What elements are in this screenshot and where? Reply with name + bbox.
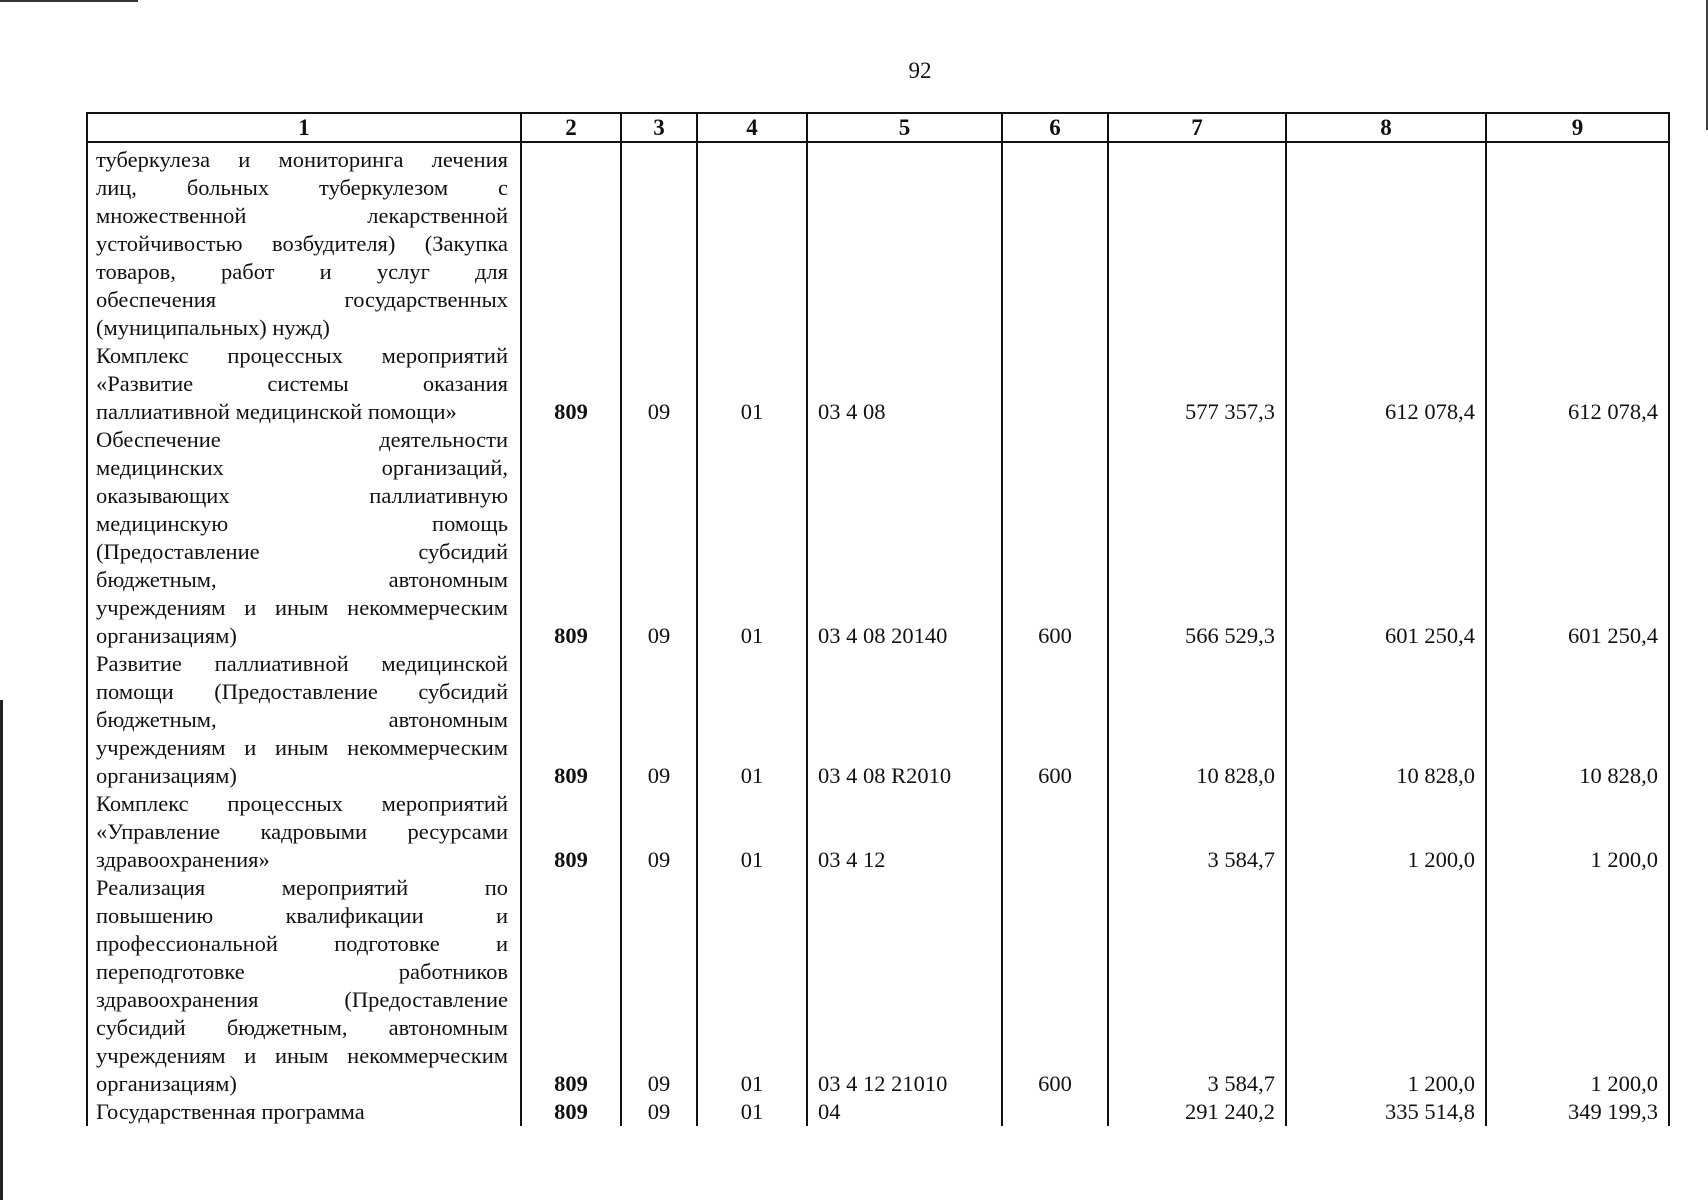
cell-target-article: 03 4 08 R2010 [807, 650, 1002, 790]
description-line: Комплекс процессных мероприятий [96, 791, 508, 816]
description-line: «Управление кадровыми ресурсами [96, 819, 508, 844]
cell-subsection: 01 [697, 1098, 807, 1126]
cell-amount-year1 [1108, 142, 1286, 342]
cell-target-article: 03 4 12 21010 [807, 874, 1002, 1098]
description-line: Государственная программа [96, 1099, 365, 1124]
table-row [87, 790, 1669, 874]
description-line: учреждениям и иным некоммерческим [96, 595, 508, 620]
cell-target-article: 03 4 12 [807, 790, 1002, 874]
header-col-2: 2 [521, 113, 621, 142]
description-line: учреждениям и иным некоммерческим [96, 735, 508, 760]
cell-admin-code: 809 [521, 1098, 621, 1126]
cell-target-article: 03 4 08 20140 [807, 426, 1002, 650]
cell-amount-year3: 1 200,0 [1486, 790, 1669, 874]
cell-subsection: 01 [697, 650, 807, 790]
cell-amount-year2: 1 200,0 [1286, 874, 1486, 1098]
description-line: устойчивостью возбудителя) (Закупка [96, 231, 508, 256]
cell-expense-type: 600 [1002, 650, 1108, 790]
header-col-7: 7 [1108, 113, 1286, 142]
budget-table [86, 112, 1670, 1126]
description-line: паллиативной медицинской помощи» [96, 399, 457, 424]
cell-section: 09 [621, 342, 697, 426]
cell-amount-year1: 10 828,0 [1108, 650, 1286, 790]
row-description [87, 790, 521, 874]
description-line: Реализация мероприятий по [96, 875, 508, 900]
table-row [87, 1098, 1669, 1126]
description-line: организациям) [96, 623, 237, 648]
left-scan-edge [0, 700, 3, 1200]
cell-subsection: 01 [697, 790, 807, 874]
cell-section: 09 [621, 790, 697, 874]
description-line: обеспечения государственных [96, 287, 508, 312]
header-col-9: 9 [1486, 113, 1669, 142]
description-line: здравоохранения» [96, 847, 270, 872]
description-line: организациям) [96, 1071, 237, 1096]
description-line: «Развитие системы оказания [96, 371, 508, 396]
cell-amount-year2: 335 514,8 [1286, 1098, 1486, 1126]
table-row [87, 426, 1669, 650]
corner-scan-line [0, 0, 138, 2]
cell-section: 09 [621, 1098, 697, 1126]
cell-amount-year2 [1286, 142, 1486, 342]
description-line: бюджетным, автономным [96, 707, 508, 732]
description-line: Обеспечение деятельности [96, 427, 508, 452]
row-description [87, 1098, 521, 1126]
cell-section [621, 142, 697, 342]
row-description [87, 142, 521, 342]
cell-amount-year3: 10 828,0 [1486, 650, 1669, 790]
cell-amount-year3: 601 250,4 [1486, 426, 1669, 650]
cell-expense-type [1002, 142, 1108, 342]
header-col-5: 5 [807, 113, 1002, 142]
cell-expense-type [1002, 342, 1108, 426]
description-line: лиц, больных туберкулезом с [96, 175, 508, 200]
cell-amount-year1: 291 240,2 [1108, 1098, 1286, 1126]
cell-amount-year3: 349 199,3 [1486, 1098, 1669, 1126]
page-number: 92 [908, 58, 932, 83]
cell-amount-year1: 3 584,7 [1108, 790, 1286, 874]
description-line: субсидий бюджетным, автономным [96, 1015, 508, 1040]
table-row [87, 142, 1669, 342]
cell-amount-year3 [1486, 142, 1669, 342]
cell-target-article: 04 [807, 1098, 1002, 1126]
header-col-8: 8 [1286, 113, 1486, 142]
cell-expense-type [1002, 1098, 1108, 1126]
description-line: товаров, работ и услуг для [96, 259, 508, 284]
cell-amount-year1: 577 357,3 [1108, 342, 1286, 426]
header-col-6: 6 [1002, 113, 1108, 142]
table-row [87, 874, 1669, 1098]
header-col-4: 4 [697, 113, 807, 142]
cell-section: 09 [621, 874, 697, 1098]
cell-subsection: 01 [697, 342, 807, 426]
cell-amount-year3: 1 200,0 [1486, 874, 1669, 1098]
cell-expense-type: 600 [1002, 426, 1108, 650]
description-line: туберкулеза и мониторинга лечения [96, 147, 508, 172]
cell-admin-code: 809 [521, 650, 621, 790]
row-description [87, 426, 521, 650]
cell-admin-code: 809 [521, 426, 621, 650]
cell-admin-code: 809 [521, 790, 621, 874]
cell-subsection: 01 [697, 874, 807, 1098]
header-col-1: 1 [87, 113, 521, 142]
description-line: Комплекс процессных мероприятий [96, 343, 508, 368]
description-line: медицинскую помощь [96, 511, 508, 536]
cell-amount-year2: 601 250,4 [1286, 426, 1486, 650]
row-description [87, 650, 521, 790]
row-description [87, 342, 521, 426]
cell-target-article [807, 142, 1002, 342]
description-line: учреждениям и иным некоммерческим [96, 1043, 508, 1068]
table-row [87, 650, 1669, 790]
cell-section: 09 [621, 650, 697, 790]
cell-amount-year2: 612 078,4 [1286, 342, 1486, 426]
description-line: здравоохранения (Предоставление [96, 987, 508, 1012]
cell-amount-year3: 612 078,4 [1486, 342, 1669, 426]
description-line: (муниципальных) нужд) [96, 315, 330, 340]
cell-subsection [697, 142, 807, 342]
description-line: организациям) [96, 763, 237, 788]
cell-subsection: 01 [697, 426, 807, 650]
cell-amount-year2: 10 828,0 [1286, 650, 1486, 790]
description-line: профессиональной подготовке и [96, 931, 508, 956]
cell-target-article: 03 4 08 [807, 342, 1002, 426]
description-line: переподготовке работников [96, 959, 508, 984]
description-line: множественной лекарственной [96, 203, 508, 228]
table-header-row [87, 113, 1669, 142]
description-line: помощи (Предоставление субсидий [96, 679, 508, 704]
row-description [87, 874, 521, 1098]
description-line: Развитие паллиативной медицинской [96, 651, 508, 676]
description-line: оказывающих паллиативную [96, 483, 508, 508]
cell-amount-year1: 3 584,7 [1108, 874, 1286, 1098]
cell-amount-year1: 566 529,3 [1108, 426, 1286, 650]
cell-admin-code [521, 142, 621, 342]
cell-admin-code: 809 [521, 342, 621, 426]
table-body [87, 142, 1669, 1126]
description-line: повышению квалификации и [96, 903, 508, 928]
cell-expense-type: 600 [1002, 874, 1108, 1098]
cell-amount-year2: 1 200,0 [1286, 790, 1486, 874]
description-line: (Предоставление субсидий [96, 539, 508, 564]
header-col-3: 3 [621, 113, 697, 142]
cell-expense-type [1002, 790, 1108, 874]
description-line: бюджетным, автономным [96, 567, 508, 592]
description-line: медицинских организаций, [96, 455, 508, 480]
cell-section: 09 [621, 426, 697, 650]
cell-admin-code: 809 [521, 874, 621, 1098]
table-row [87, 342, 1669, 426]
